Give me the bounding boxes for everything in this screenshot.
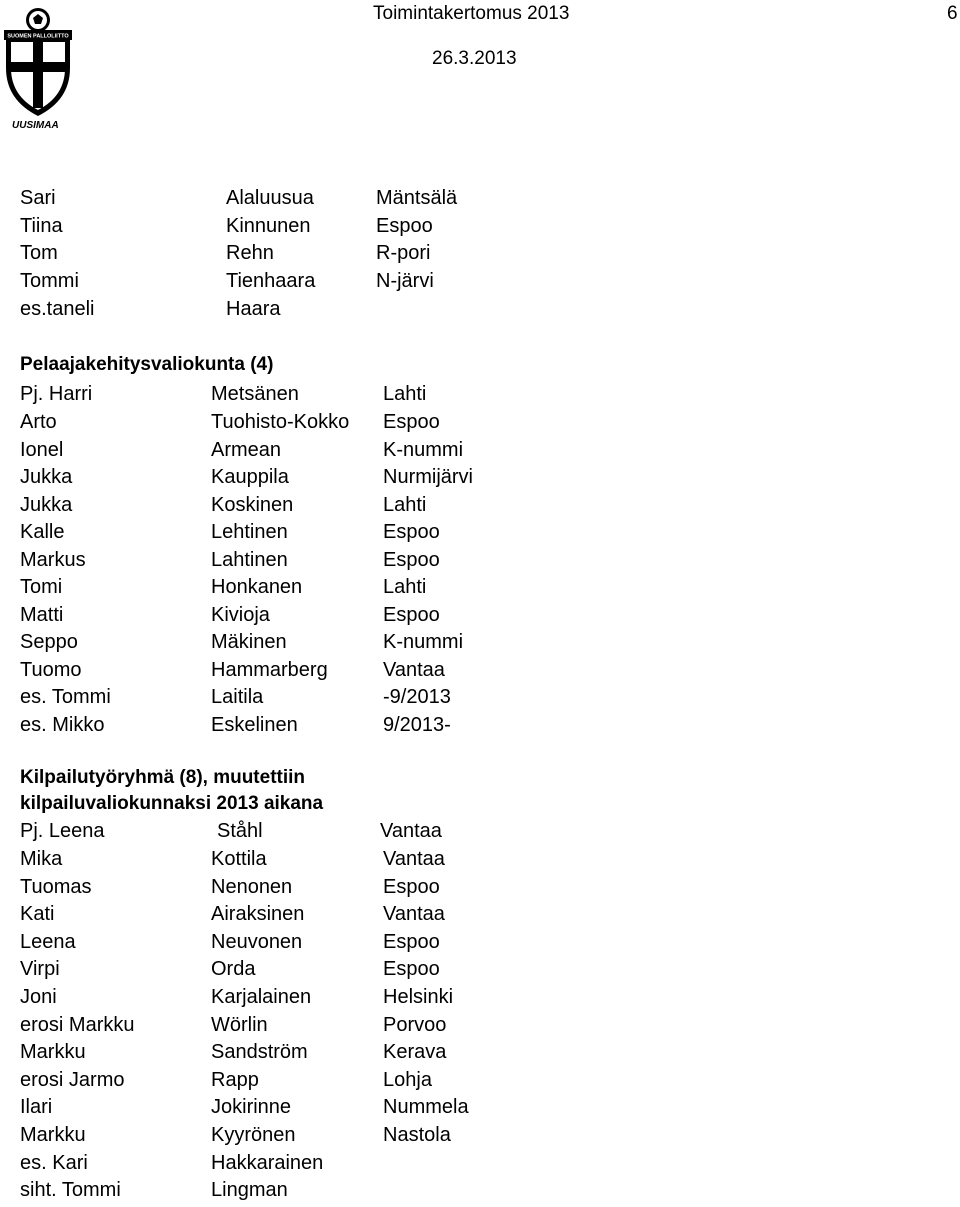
first-name: Kalle <box>20 521 65 543</box>
section-heading: Kilpailutyöryhmä (8), muutettiin <box>20 767 306 788</box>
list-item <box>0 958 960 986</box>
list-item <box>0 187 960 215</box>
last-name: Hakkarainen <box>211 1152 324 1174</box>
last-name: Hammarberg <box>211 659 328 681</box>
last-name: Kottila <box>211 848 267 870</box>
first-name: Leena <box>20 931 76 953</box>
first-name: erosi Jarmo <box>20 1069 125 1091</box>
first-name: Seppo <box>20 631 78 653</box>
list-item <box>0 876 960 904</box>
city: R-pori <box>376 242 431 264</box>
first-name: Mika <box>20 848 63 870</box>
first-name: Markku <box>20 1124 86 1146</box>
first-name: Pj. Leena <box>20 820 105 842</box>
first-name: es. Tommi <box>20 686 111 708</box>
first-name: es. Mikko <box>20 714 105 736</box>
city: Nastola <box>383 1124 451 1146</box>
logo-banner-text: SUOMEN PALLOLIITTO <box>7 33 69 40</box>
last-name: Lingman <box>211 1179 288 1201</box>
city: Lahti <box>383 494 427 516</box>
last-name: Kyyrönen <box>211 1124 296 1146</box>
logo-region-text: UUSIMAA <box>12 120 59 131</box>
city: Espoo <box>383 931 440 953</box>
list-item <box>0 631 960 659</box>
last-name: Haara <box>226 298 281 320</box>
first-name: Sari <box>20 187 56 209</box>
list-item <box>0 931 960 959</box>
list-item <box>0 242 960 270</box>
list-item <box>0 659 960 687</box>
last-name: Sandström <box>211 1041 308 1063</box>
first-name: Tom <box>20 242 58 264</box>
list-item <box>0 494 960 522</box>
first-name: siht. Tommi <box>20 1179 121 1201</box>
city: Kerava <box>383 1041 447 1063</box>
list-item <box>0 1096 960 1124</box>
list-item <box>0 1069 960 1097</box>
first-name: Tuomo <box>20 659 82 681</box>
page-number: 6 <box>947 3 958 24</box>
first-name: Ionel <box>20 439 64 461</box>
last-name: Tienhaara <box>226 270 316 292</box>
city: Vantaa <box>383 848 445 870</box>
list-item <box>0 1152 960 1180</box>
list-item <box>0 576 960 604</box>
last-name: Koskinen <box>211 494 294 516</box>
last-name: Ståhl <box>217 820 263 842</box>
last-name: Lahtinen <box>211 549 288 571</box>
last-name: Alaluusua <box>226 187 314 209</box>
list-item <box>0 1014 960 1042</box>
last-name: Metsänen <box>211 383 299 405</box>
city: N-järvi <box>376 270 434 292</box>
first-name: Jukka <box>20 466 73 488</box>
last-name: Rapp <box>211 1069 259 1091</box>
city: Espoo <box>383 521 440 543</box>
list-item <box>0 549 960 577</box>
first-name: Pj. Harri <box>20 383 93 405</box>
last-name: Honkanen <box>211 576 303 598</box>
first-name: erosi Markku <box>20 1014 135 1036</box>
first-name: Tiina <box>20 215 63 237</box>
first-name: es.taneli <box>20 298 95 320</box>
list-item <box>0 686 960 714</box>
city: Espoo <box>383 958 440 980</box>
last-name: Karjalainen <box>211 986 312 1008</box>
city: Vantaa <box>383 659 445 681</box>
list-item <box>0 848 960 876</box>
suomen-palloliitto-uusimaa-logo <box>2 4 74 132</box>
city: Espoo <box>383 604 440 626</box>
last-name: Jokirinne <box>211 1096 292 1118</box>
city: Espoo <box>383 411 440 433</box>
list-item <box>0 298 960 326</box>
city: Helsinki <box>383 986 454 1008</box>
last-name: Wörlin <box>211 1014 268 1036</box>
last-name: Kivioja <box>211 604 270 626</box>
city: Vantaa <box>383 903 445 925</box>
first-name: Matti <box>20 604 64 626</box>
list-item <box>0 903 960 931</box>
list-item <box>0 604 960 632</box>
last-name: Lehtinen <box>211 521 288 543</box>
city: K-nummi <box>383 631 464 653</box>
last-name: Armean <box>211 439 282 461</box>
list-item <box>0 466 960 494</box>
first-name: Joni <box>20 986 57 1008</box>
last-name: Nenonen <box>211 876 293 898</box>
first-name: Virpi <box>20 958 60 980</box>
list-item <box>0 383 960 411</box>
first-name: Tommi <box>20 270 79 292</box>
list-item <box>0 1124 960 1152</box>
city: -9/2013 <box>383 686 451 708</box>
last-name: Laitila <box>211 686 264 708</box>
city: Porvoo <box>383 1014 447 1036</box>
list-item <box>0 986 960 1014</box>
list-item <box>0 820 960 848</box>
first-name: Jukka <box>20 494 73 516</box>
last-name: Kinnunen <box>226 215 311 237</box>
city: 9/2013- <box>383 714 451 736</box>
city: Nurmijärvi <box>383 466 473 488</box>
first-name: Arto <box>20 411 57 433</box>
first-name: Ilari <box>20 1096 53 1118</box>
city: Lahti <box>383 383 427 405</box>
section-heading-continued: kilpailuvaliokunnaksi 2013 aikana <box>20 793 324 814</box>
last-name: Mäkinen <box>211 631 287 653</box>
last-name: Rehn <box>226 242 274 264</box>
document-date: 26.3.2013 <box>432 48 517 69</box>
city: Mäntsälä <box>376 187 458 209</box>
city: Lahti <box>383 576 427 598</box>
last-name: Tuohisto-Kokko <box>211 411 350 433</box>
last-name: Kauppila <box>211 466 289 488</box>
list-item <box>0 215 960 243</box>
list-item <box>0 714 960 742</box>
city: Vantaa <box>380 820 442 842</box>
city: Espoo <box>376 215 433 237</box>
city: Lohja <box>383 1069 432 1091</box>
list-item <box>0 1041 960 1069</box>
first-name: Tomi <box>20 576 63 598</box>
city: Espoo <box>383 549 440 571</box>
list-item <box>0 439 960 467</box>
first-name: Kati <box>20 903 55 925</box>
document-title: Toimintakertomus 2013 <box>373 3 570 24</box>
first-name: Markku <box>20 1041 86 1063</box>
list-item <box>0 1179 960 1207</box>
list-item <box>0 521 960 549</box>
last-name: Eskelinen <box>211 714 298 736</box>
city: Espoo <box>383 876 440 898</box>
first-name: Markus <box>20 549 86 571</box>
list-item <box>0 270 960 298</box>
list-item <box>0 411 960 439</box>
last-name: Airaksinen <box>211 903 305 925</box>
city: Nummela <box>383 1096 469 1118</box>
last-name: Orda <box>211 958 256 980</box>
city: K-nummi <box>383 439 464 461</box>
last-name: Neuvonen <box>211 931 303 953</box>
first-name: es. Kari <box>20 1152 88 1174</box>
first-name: Tuomas <box>20 876 92 898</box>
section-heading: Pelaajakehitysvaliokunta (4) <box>20 354 274 375</box>
